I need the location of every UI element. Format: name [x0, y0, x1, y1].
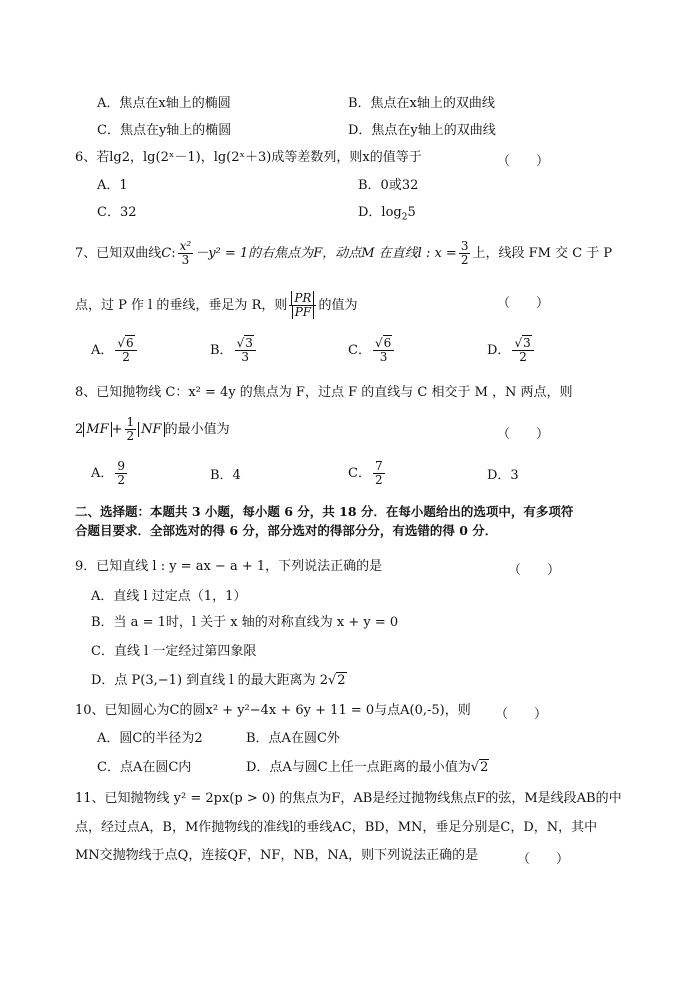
q9-option-d: D．点 P(3,−1) 到直线 l 的最大距离为 2√2	[91, 673, 346, 688]
q8-answer-paren: （ ）	[497, 427, 550, 442]
section2-line1: 二、选择题：本题共 3 小题，每小题 6 分，共 18 分．在每小题给出的选项中，有多项符	[75, 504, 574, 519]
q6-answer-paren: （ ）	[497, 154, 550, 169]
q7-option-b: B． $\frac{√3}{3}$	[210, 337, 258, 364]
q7-option-c: C． $\frac{√6}{3}$	[348, 337, 396, 364]
q9-option-a: A．直线 l 过定点（1，1）	[91, 589, 247, 604]
q5-option-c: C．焦点在y轴上的椭圆	[97, 123, 232, 138]
q8-option-b: B．4	[210, 468, 241, 483]
q8-stem: 8、已知抛物线 C：x² = 4y 的焦点为 F，过点 F 的直线与 C 相交于 M ，N 两点，则	[75, 385, 573, 400]
q11-line1: 11、已知抛物线 y² = 2px(p > 0) 的焦点为F，AB是经过抛物线焦点F的弦，M是线段AB的中	[75, 791, 622, 806]
q9-answer-paren: （ ）	[508, 563, 561, 578]
q8-option-a: A． $\frac{9}{2}$	[91, 459, 126, 487]
q8-line2: 2 MF + $\frac{1}{2}$ NF 的最小值为	[75, 415, 230, 443]
q10-stem: 10、已知圆心为C的圆x² + y²−4x + 6y + 11 = 0与点A(0,-5)，则	[75, 703, 471, 718]
q9-option-c: C．直线 l 一定经过第四象限	[91, 644, 257, 659]
q10-option-d: D．点A与圆C上任一点距离的最小值为√2	[246, 760, 489, 775]
q5-option-d: D．焦点在y轴上的双曲线	[348, 123, 496, 138]
q11-answer-paren: （ ）	[517, 852, 570, 867]
q5-option-b: B．焦点在x轴上的双曲线	[348, 96, 495, 111]
q10-option-a: A．圆C的半径为2	[97, 731, 203, 746]
q7-option-d: D． $\frac{√3}{2}$	[487, 337, 536, 364]
q11-line2: 点，经过点A，B，M作抛物线的准线l的垂线AC，BD，MN，垂足分别是C，D，N，其中	[75, 820, 598, 835]
q8-option-c: C． $\frac{7}{2}$	[348, 459, 383, 487]
q7-line2: 点，过 P 作 l 的垂线，垂足为 R，则 $\frac{PR}{PF}$ 的值为	[75, 291, 358, 319]
q6-stem: 6、若lg2，lg(2ˣ－1)，lg(2ˣ＋3)成等差数列，则x的值等于	[75, 150, 422, 165]
q10-option-b: B．点A在圆C外	[246, 731, 340, 746]
q6-option-a: A．1	[97, 178, 128, 193]
q6-option-d: D．$\log_25$	[358, 205, 416, 223]
q6-option-b: B．0或32	[358, 178, 419, 193]
q7-stem: 7、已知双曲线C: $\frac{\text{x²}}{3}$ －y² = 1的右焦点为F，动点M 在直线l : x = $\frac{3}{2}$ 上，线段 FM 交 C 于 P	[75, 239, 613, 267]
q7-answer-paren: （ ）	[497, 296, 550, 311]
q7-option-a: A． $\frac{√6}{2}$	[91, 337, 139, 364]
q8-option-d: D．3	[487, 468, 519, 483]
q9-stem: 9．已知直线 l : y = ax − a + 1，下列说法正确的是	[75, 559, 383, 574]
q5-option-a: A．焦点在x轴上的椭圆	[97, 96, 231, 111]
section2-line2: 合题目要求．全部选对的得 6 分，部分选对的得部分分，有选错的得 0 分．	[75, 523, 498, 538]
q9-option-b: B．当 a = 1时，l 关于 x 轴的对称直线为 x + y = 0	[91, 615, 399, 630]
q6-option-c: C．32	[97, 205, 137, 220]
q10-answer-paren: （ ）	[495, 707, 548, 722]
q11-line3: MN交抛物线于点Q，连接QF，NF，NB，NA，则下列说法正确的是	[75, 848, 479, 863]
q10-option-c: C．点A在圆C内	[97, 760, 192, 775]
